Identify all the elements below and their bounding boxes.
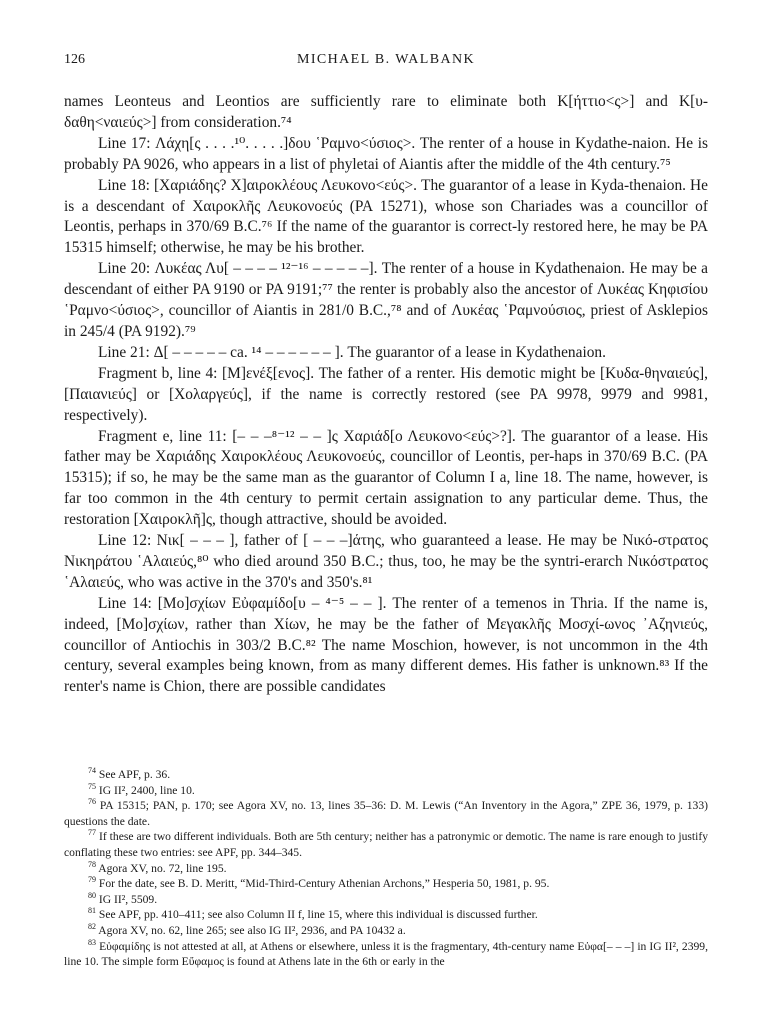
footnote-number: 82 [88, 922, 96, 932]
footnote-text: IG II², 2400, line 10. [98, 783, 195, 797]
footnote-text: Agora XV, no. 62, line 265; see also IG II², 2936, and PA 10432 a. [98, 923, 406, 937]
paragraph: Line 18: [Χαριάδης? Χ]αιροκλέους Λευκονο<εύς>. The guarantor of a lease in Kyda-thenaion. He is a descendant of Χαιροκλῆς Λευκονοεύς (PA 15271), whose son Chariades was a councillor of Leontis, perhaps in 370/69 B.C.⁷⁶ If the name of the guarantor is correct-ly restored here, he may be PA 15315 himself; otherwise, he may be his brother. [64, 176, 708, 257]
footnote [64, 939, 708, 970]
footnote [64, 861, 708, 877]
footnote-number: 83 [88, 937, 96, 947]
paragraph: Line 17: Λάχη[ς . . . .¹⁰. . . . .]δου ῾Ραμνο<ύσιος>. The renter of a house in Kydathe-naion. He is probably PA 9026, who appears in a list of phyletai of Aiantis after the middle of the 4th century.⁷⁵ [64, 134, 708, 173]
footnote-text: IG II², 5509. [98, 892, 158, 906]
paragraph: Line 14: [Μο]σχίων Εὐφαμίδο[υ – ⁴⁻⁵ – – ]. The renter of a temenos in Thria. If the name is, indeed, [Μο]σχίων, rather than Χίων, he may be the father of Μεγακλῆς Μοσχί-ωνος ᾿Αζηνιεύς, councillor of Antiochis in 303/2 B.C.⁸² The name Moschion, however, is not uncommon in the 4th century, several examples being known, from as many different demes. His father is unknown.⁸³ If the renter's name is Chion, there are possible candidates [64, 594, 708, 696]
footnote [64, 829, 708, 860]
footnote-number: 76 [88, 797, 96, 807]
footnote [64, 767, 708, 783]
running-head: MICHAEL B. WALBANK [296, 52, 476, 67]
footnote-number: 74 [88, 766, 96, 776]
footnote-text: For the date, see B. D. Meritt, “Mid-Third-Century Athenian Archons,” Hesperia 50, 1981, p. 95. [98, 877, 550, 891]
footnote-number: 77 [88, 828, 96, 838]
footnote-number: 81 [88, 906, 96, 916]
page-header [64, 52, 708, 72]
footnote [64, 923, 708, 939]
footnote [64, 876, 708, 892]
footnotes [64, 767, 708, 970]
footnote-text: PA 15315; PAN, p. 170; see Agora XV, no. 13, lines 35–36: D. M. Lewis (“An Inventory in the Agora,” ZPE 36, 1979, p. 133) questions the date. [64, 799, 708, 828]
paragraph: Line 20: Λυκέας Λυ[ – – – – ¹²⁻¹⁶ – – – – –]. The renter of a house in Kydathenaion. He may be a descendant of either PA 9190 or PA 9191;⁷⁷ the renter is probably also the ancestor of Λυκέας Κηφισίου ῾Ραμνο<ύσιος>, councillor of Aiantis in 281/0 B.C.,⁷⁸ and of Λυκέας ῾Ραμνούσιος, priest of Asklepios in 245/4 (PA 9192).⁷⁹ [64, 260, 708, 340]
footnote-text: If these are two different individuals. Both are 5th century; neither has a patronymic or demotic. The name is rare enough to justify conflating these two entries: see APF, pp. 344–345. [64, 830, 708, 859]
body-text [64, 92, 708, 698]
footnote-number: 80 [88, 890, 96, 900]
footnote [64, 798, 708, 829]
footnote-text: See APF, p. 36. [98, 768, 171, 781]
footnote [64, 892, 708, 908]
footnote-number: 78 [88, 859, 96, 869]
footnote-number: 79 [88, 875, 96, 885]
footnote-text: See APF, pp. 410–411; see also Column II f, line 15, where this individual is discussed further. [98, 908, 538, 922]
footnote-text: Εὐφαμίδης is not attested at all, at Athens or elsewhere, unless it is the fragmentary, 4th-century name Εὐφα[– – –] in IG II², 2399, line 10. The simple form Εὔφαμος is found at Athens late in the 6th or early in the [64, 939, 708, 969]
footnote [64, 907, 708, 923]
page-number: 126 [64, 52, 85, 67]
footnote-text: Agora XV, no. 72, line 195. [98, 861, 227, 875]
paragraph: Fragment b, line 4: [Μ]ενέξ[ενος]. The father of a renter. His demotic might be [Κυδα-θηναιεύς], [Παιανιεύς] or [Χολαργεύς], if the name is correctly restored (see PA 9978, 9979 and 9981, respectively). [64, 364, 708, 424]
paragraph: Line 12: Νικ[ – – – ], father of [ – – –]άτης, who guaranteed a lease. He may be Νικό-στρατος Νικηράτου ῾Αλαιεύς,⁸⁰ who died around 350 B.C.; thus, too, he may be the syntri-erarch Νικόστρατος ῾Αλαιεύς, who was active in the 370's and 350's.⁸¹ [64, 532, 708, 591]
paragraph: Line 21: Δ[ – – – – – ca. ¹⁴ – – – – – – ]. The guarantor of a lease in Kydathenaion. [98, 343, 606, 361]
footnote-number: 75 [88, 781, 96, 791]
paragraph: names Leonteus and Leontios are sufficiently rare to eliminate both Κ[ήττιο<ς>] and Κ[υ-δαθη<ναιεύς>] from consideration.⁷⁴ [64, 93, 708, 131]
footnote [64, 783, 708, 799]
paragraph: Fragment e, line 11: [– – –⁸⁻¹² – – ]ς Χαριάδ[ο Λευκονο<εύς>?]. The guarantor of a lease. His father may be Χαριάδης Χαιροκλέους Λευκονοεύς, councillor of Leontis, per-haps in 370/69 B.C. (PA 15315); if so, he may be the same man as the guarantor of Column I a, line 18. The name, however, is far too common in the 4th century to permit certain assignation to any particular deme. Thus, the restoration [Χαιροκλῆ]ς, though attractive, should be avoided. [64, 427, 708, 529]
